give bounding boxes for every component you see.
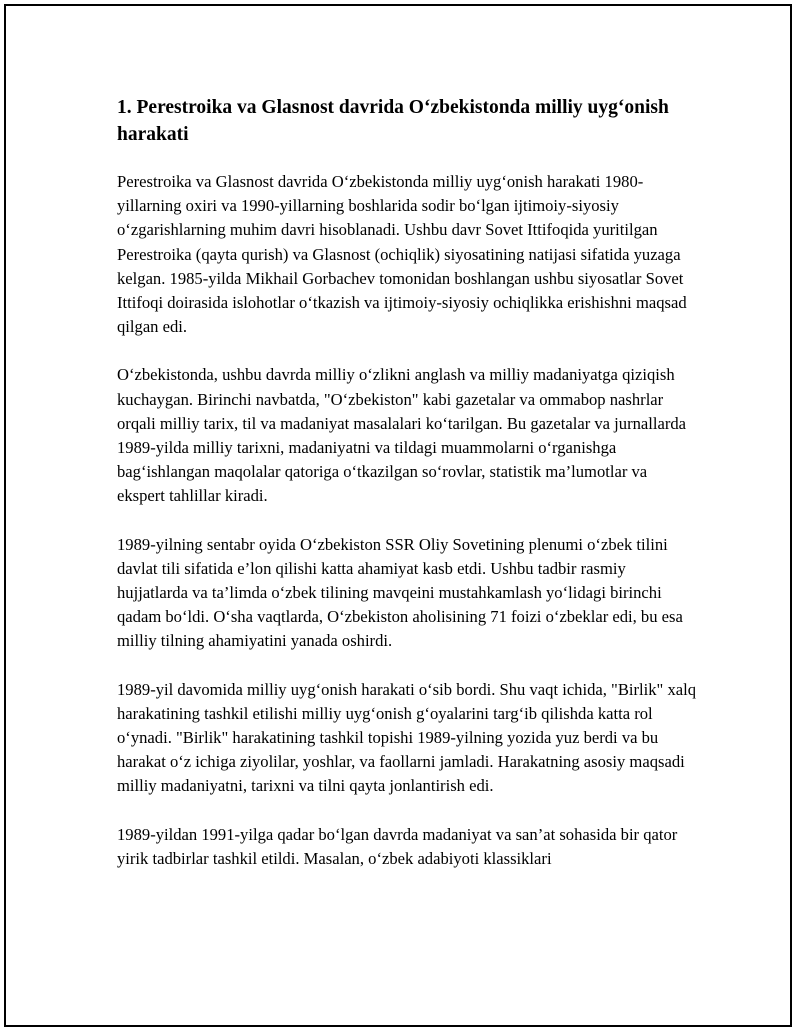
paragraph-2: O‘zbekistonda, ushbu davrda milliy o‘zlikni anglash va milliy madaniyatga qiziqish kuchaygan. Birinchi navbatda, "O‘zbekiston" kabi gazetalar va ommabop nashrlar orqali milliy tarix, til va madaniyat masalalari ko‘tarilgan. Bu gazetalar va jurnallarda 1989-yilda milliy tarixni, madaniyatni va tildagi muammolarni o‘rganishga bag‘ishlangan maqolalar qatoriga o‘tkazilgan so‘rovlar, statistik ma’lumotlar va ekspert tahlillar kiradi.: [117, 365, 687, 506]
paragraph-4: 1989-yil davomida milliy uyg‘onish harakati o‘sib bordi. Shu vaqt ichida, "Birlik" xalq harakatining tashkil etilishi milliy uyg‘onish g‘oyalarini targ‘ib qilishda katta rol o‘ynadi. "Birlik" harakatining tashkil topishi 1989-yilning yozida yuz berdi va bu harakat o‘z ichiga ziyolilar, yoshlar, va faollarni jamladi. Harakatning asosiy maqsadi milliy madaniyatni, tarixni va tilni qayta jonlantirish edi.: [117, 679, 697, 796]
paragraph-3: 1989-yilning sentabr oyida O‘zbekiston SSR Oliy Sovetining plenumi o‘zbek tilini davlat tili sifatida e’lon qilishi katta ahamiyat kasb etdi. Ushbu tadbir rasmiy hujjatlarda va ta’limda o‘zbek tilining mavqeini mustahkamlash yo‘lidagi birinchi qadam bo‘ldi. O‘sha vaqtlarda, O‘zbekiston aholisining 71 foizi o‘zbeklar edi, bu esa milliy tilning ahamiyatini yanada oshirdi.: [117, 534, 683, 651]
paragraph-5: 1989-yildan 1991-yilga qadar bo‘lgan davrda madaniyat va san’at sohasida bir qator yirik tadbirlar tashkil etildi. Masalan, o‘zbek adabiyoti klassiklari: [117, 824, 678, 868]
document-title: 1. Perestroika va Glasnost davrida O‘zbekistonda milliy uyg‘onish harakati: [117, 97, 669, 145]
document-body: [117, 94, 697, 895]
paragraph-1: Perestroika va Glasnost davrida O‘zbekistonda milliy uyg‘onish harakati 1980-yillarning oxiri va 1990-yillarning boshlarida sodir bo‘lgan ijtimoiy-siyosiy o‘zgarishlarning muhim davri hisoblanadi. Ushbu davr Sovet Ittifoqida yuritilgan Perestroika (qayta qurish) va Glasnost (ochiqlik) siyosatining natijasi sifatida yuzaga kelgan. 1985-yilda Mikhail Gorbachev tomonidan boshlangan ushbu siyosatlar Sovet Ittifoqi doirasida islohotlar o‘tkazish va ijtimoiy-siyosiy ochiqlikka erishishni maqsad qilgan edi.: [117, 172, 687, 337]
